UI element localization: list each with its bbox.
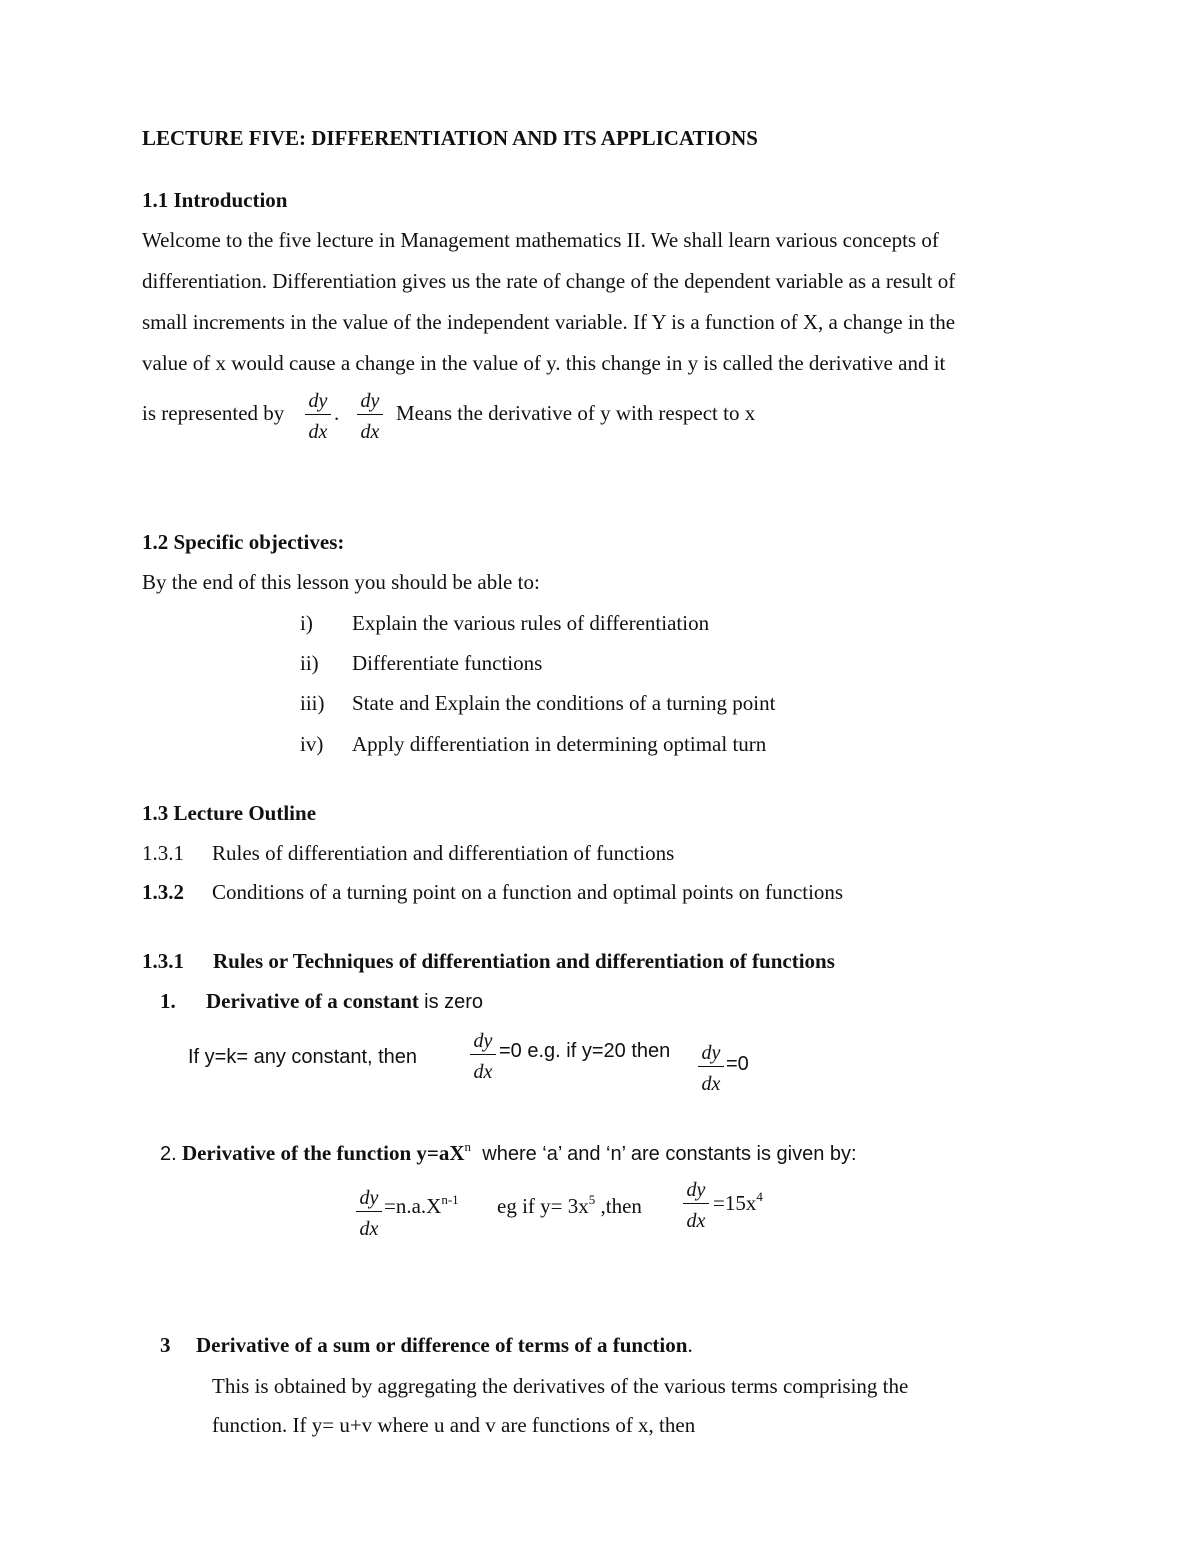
rule-3-line-2: function. If y= u+v where u and v are functions of x, then xyxy=(212,1413,696,1437)
fraction-numerator: dy xyxy=(698,1043,724,1067)
intro-heading: 1.1 Introduction xyxy=(142,188,288,212)
intro-line-3: small increments in the value of the independent variable. If Y is a function of X, a change in the xyxy=(142,310,956,334)
rule-2-example-then: ,then xyxy=(600,1194,642,1218)
fraction-numerator: dy xyxy=(683,1180,709,1204)
rule-2-result-text: =15x xyxy=(713,1191,757,1215)
dydx-fraction xyxy=(357,391,383,442)
objective-number: iii) xyxy=(300,691,325,715)
fraction-numerator: dy xyxy=(470,1031,496,1055)
rule-1-example-prefix: If y=k= any constant, then xyxy=(188,1046,418,1068)
objectives-lead: By the end of this lesson you should be able to: xyxy=(142,570,540,594)
fraction-denominator: dx xyxy=(686,1210,706,1232)
dydx-fraction xyxy=(698,1043,724,1094)
dydx-fraction xyxy=(470,1031,496,1082)
rule-3-number: 3 xyxy=(160,1333,171,1357)
fraction-denominator: dx xyxy=(473,1061,493,1083)
outline-heading: 1.3 Lecture Outline xyxy=(142,801,317,825)
objectives-heading: 1.2 Specific objectives: xyxy=(142,530,345,554)
rule-2-example-text: eg if y= 3x xyxy=(497,1194,589,1218)
intro-line-2: differentiation. Differentiation gives us the rate of change of the dependent variable as a result of xyxy=(142,269,956,293)
rules-heading-text: Rules or Techniques of differentiation and differentiation of functions xyxy=(213,949,835,973)
rule-3-dot: . xyxy=(687,1333,693,1357)
rule-2-formula xyxy=(384,1192,459,1218)
objective-number: ii) xyxy=(300,651,319,675)
dydx-fraction xyxy=(356,1188,382,1239)
rule-2-rest: where ‘a’ and ‘n’ are constants is given by: xyxy=(482,1143,857,1165)
dydx-fraction xyxy=(305,391,331,442)
rule-2-formula-sup: n-1 xyxy=(441,1192,459,1207)
rule-1-number: 1. xyxy=(160,989,176,1013)
objective-number: iv) xyxy=(300,732,324,756)
fraction-numerator: dy xyxy=(356,1188,382,1212)
intro-line-4: value of x would cause a change in the value of y. this change in y is called the derivative and it xyxy=(142,351,946,375)
rule-2-example xyxy=(497,1192,642,1218)
rule-1-example-end: =0 xyxy=(726,1053,749,1075)
rule-2-title xyxy=(160,1139,857,1165)
rule-2-bold-sup: n xyxy=(464,1139,472,1154)
rule-2-example-sup: 5 xyxy=(588,1192,596,1207)
fraction-denominator: dx xyxy=(360,421,380,443)
rule-2-bold: Derivative of the function y=aX xyxy=(181,1141,465,1165)
fraction-denominator: dx xyxy=(359,1218,379,1240)
page-title: LECTURE FIVE: DIFFERENTIATION AND ITS APPLICATIONS xyxy=(142,126,758,150)
fraction-denominator: dx xyxy=(308,421,328,443)
intro-line-5-suffix: Means the derivative of y with respect to x xyxy=(396,401,756,425)
rule-1-example-mid: =0 e.g. if y=20 then xyxy=(499,1040,671,1062)
rules-heading-number: 1.3.1 xyxy=(142,949,184,973)
rule-1-rest: is zero xyxy=(424,991,484,1013)
outline-text: Rules of differentiation and differentiation of functions xyxy=(212,841,675,865)
rule-2-formula-text: =n.a.X xyxy=(384,1194,442,1218)
objective-text: State and Explain the conditions of a turning point xyxy=(352,691,776,715)
objective-number: i) xyxy=(300,611,313,635)
rule-3-bold: Derivative of a sum or difference of terms of a function xyxy=(196,1333,688,1357)
rule-3-line-1: This is obtained by aggregating the derivatives of the various terms comprising the xyxy=(212,1374,909,1398)
fraction-numerator: dy xyxy=(357,391,383,415)
outline-number: 1.3.1 xyxy=(142,841,184,865)
rule-2-result xyxy=(713,1189,763,1215)
outline-number: 1.3.2 xyxy=(142,880,184,904)
rule-2-result-sup: 4 xyxy=(756,1189,763,1204)
outline-text: Conditions of a turning point on a function and optimal points on functions xyxy=(212,880,844,904)
objective-text: Apply differentiation in determining optimal turn xyxy=(352,732,767,756)
objective-text: Differentiate functions xyxy=(352,651,543,675)
fraction-denominator: dx xyxy=(701,1073,721,1095)
rule-3-title xyxy=(196,1335,693,1356)
fraction-numerator: dy xyxy=(305,391,331,415)
rule-2-number: 2. xyxy=(160,1143,177,1165)
rule-1-title xyxy=(206,991,483,1012)
dydx-fraction xyxy=(683,1180,709,1231)
intro-line-5-prefix: is represented by xyxy=(142,401,285,425)
rule-1-bold: Derivative of a constant xyxy=(206,989,419,1013)
intro-line-5-sep: . xyxy=(334,401,340,425)
objective-text: Explain the various rules of differentiation xyxy=(352,611,710,635)
intro-line-1: Welcome to the five lecture in Management mathematics II. We shall learn various concepts of xyxy=(142,228,939,252)
